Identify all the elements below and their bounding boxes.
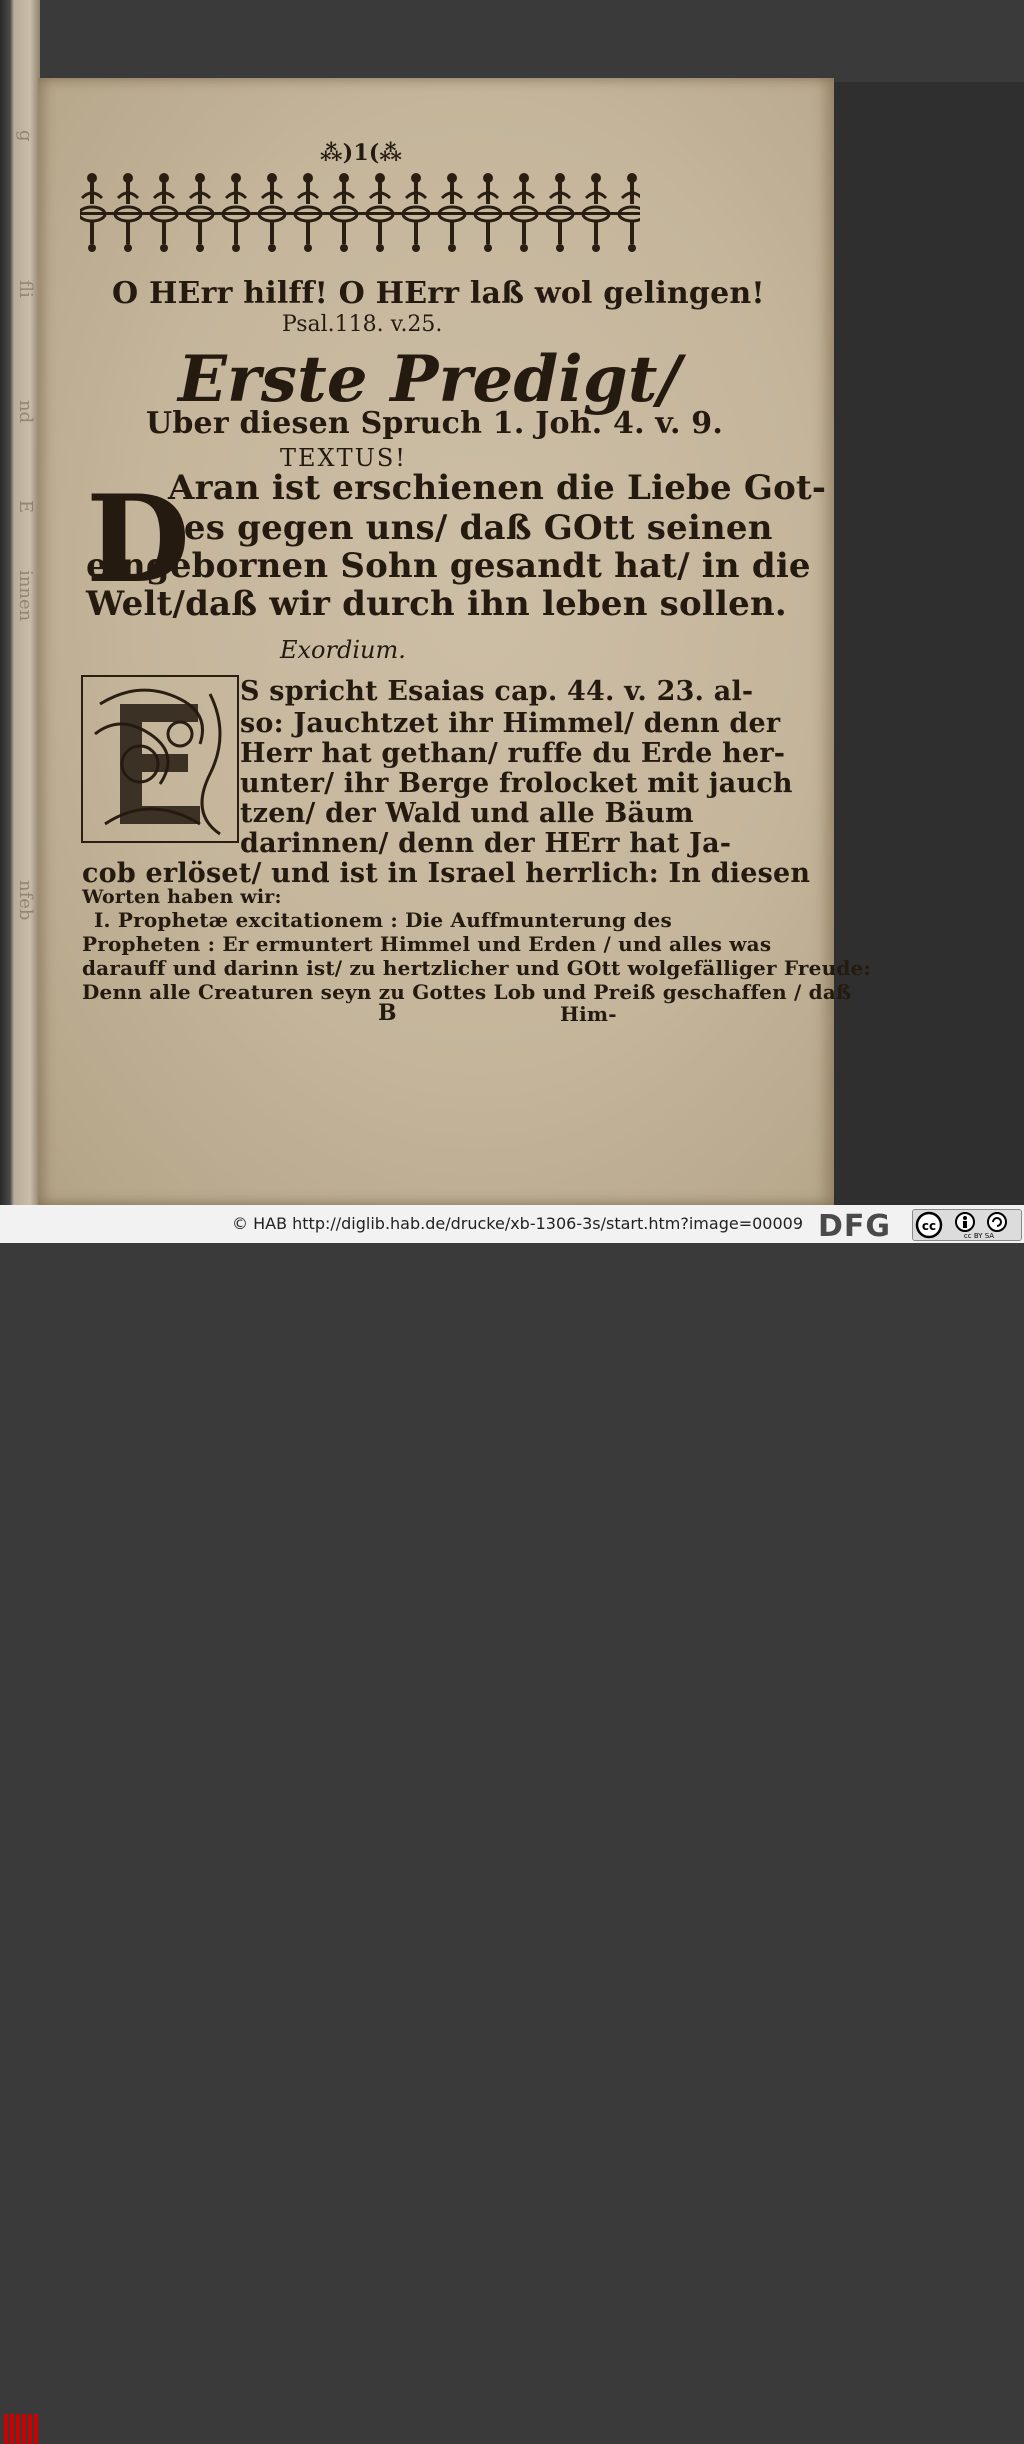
sermon-subtitle: Uber diesen Spruch 1. Joh. 4. v. 9. [146,406,723,441]
body-line: Propheten : Er ermuntert Himmel und Erden / und alles was [82,932,772,956]
exordium-line: so: Jauchtzet ihr Himmel/ denn der [240,708,781,739]
exordium-line: unter/ ihr Berge frolocket mit jauch [240,768,793,799]
textus-dropcap: D [86,469,191,610]
catchword: Him- [560,1002,617,1026]
textus-line: eingebornen Sohn gesandt hat/ in die [86,546,811,586]
color-scale-icon [4,2414,44,2444]
body-line: I. Prophetæ excitationem : Die Auffmunterung des [94,908,672,932]
scan-background [834,82,1024,1205]
exordium-line: darinnen/ denn der HErr hat Ja- [240,828,732,859]
body-line: Denn alle Creaturen seyn zu Gottes Lob und Preiß geschaffen / daß [82,980,852,1004]
exordium-line: Herr hat gethan/ ruffe du Erde her- [240,738,786,769]
motto: O HErr hilff! O HErr laß wol gelingen! [112,276,765,311]
sermon-title: Erste Predigt/ [178,342,682,417]
left-page-ghost-text: fli [15,280,36,298]
signature-mark: B [378,1000,397,1026]
exordium-line: S spricht Esaias cap. 44. v. 23. al- [240,676,754,707]
textus-line: Aran ist erschienen die Liebe Got- [168,468,827,508]
left-page-ghost-text: E [15,500,36,514]
exordium-label: Exordium. [280,636,406,664]
decorated-initial-e-icon [80,674,240,844]
page-number-header: ⁂)1(⁂ [320,140,403,166]
exordium-line: tzen/ der Wald und alle Bäum [240,798,694,829]
exordium-line: cob erlöset/ und ist in Israel herrlich: In diesen [82,858,811,889]
cc-license-text: cc BY SA [963,1232,995,1240]
left-page-ghost-text: nd [15,400,36,424]
textus-label: TEXTUS! [280,444,407,472]
body-line: darauff und darinn ist/ zu hertzlicher und GOtt wolgefälliger Freude: [82,956,872,980]
viewer-footer [0,1205,1024,1243]
cc-license-badge-icon[interactable] [912,1209,1022,1241]
exordium-line: Worten haben wir: [82,886,282,908]
svg-text:cc: cc [921,1219,937,1233]
dfg-logo: DFG [818,1209,892,1244]
left-page-ghost-text: g [15,130,36,142]
left-page-ghost-text: nfeb [15,880,36,921]
ornament-band-icon [80,168,640,258]
left-page-edge [0,0,40,1205]
textus-line: tes gegen uns/ daß GOtt seinen [168,508,773,548]
psalm-reference: Psal.118. v.25. [282,312,443,337]
left-page-ghost-text: innen [15,570,36,622]
textus-line: Welt/daß wir durch ihn leben sollen. [86,584,787,624]
copyright-link[interactable]: © HAB http://diglib.hab.de/drucke/xb-1306-3s/start.htm?image=00009 [232,1214,803,1233]
